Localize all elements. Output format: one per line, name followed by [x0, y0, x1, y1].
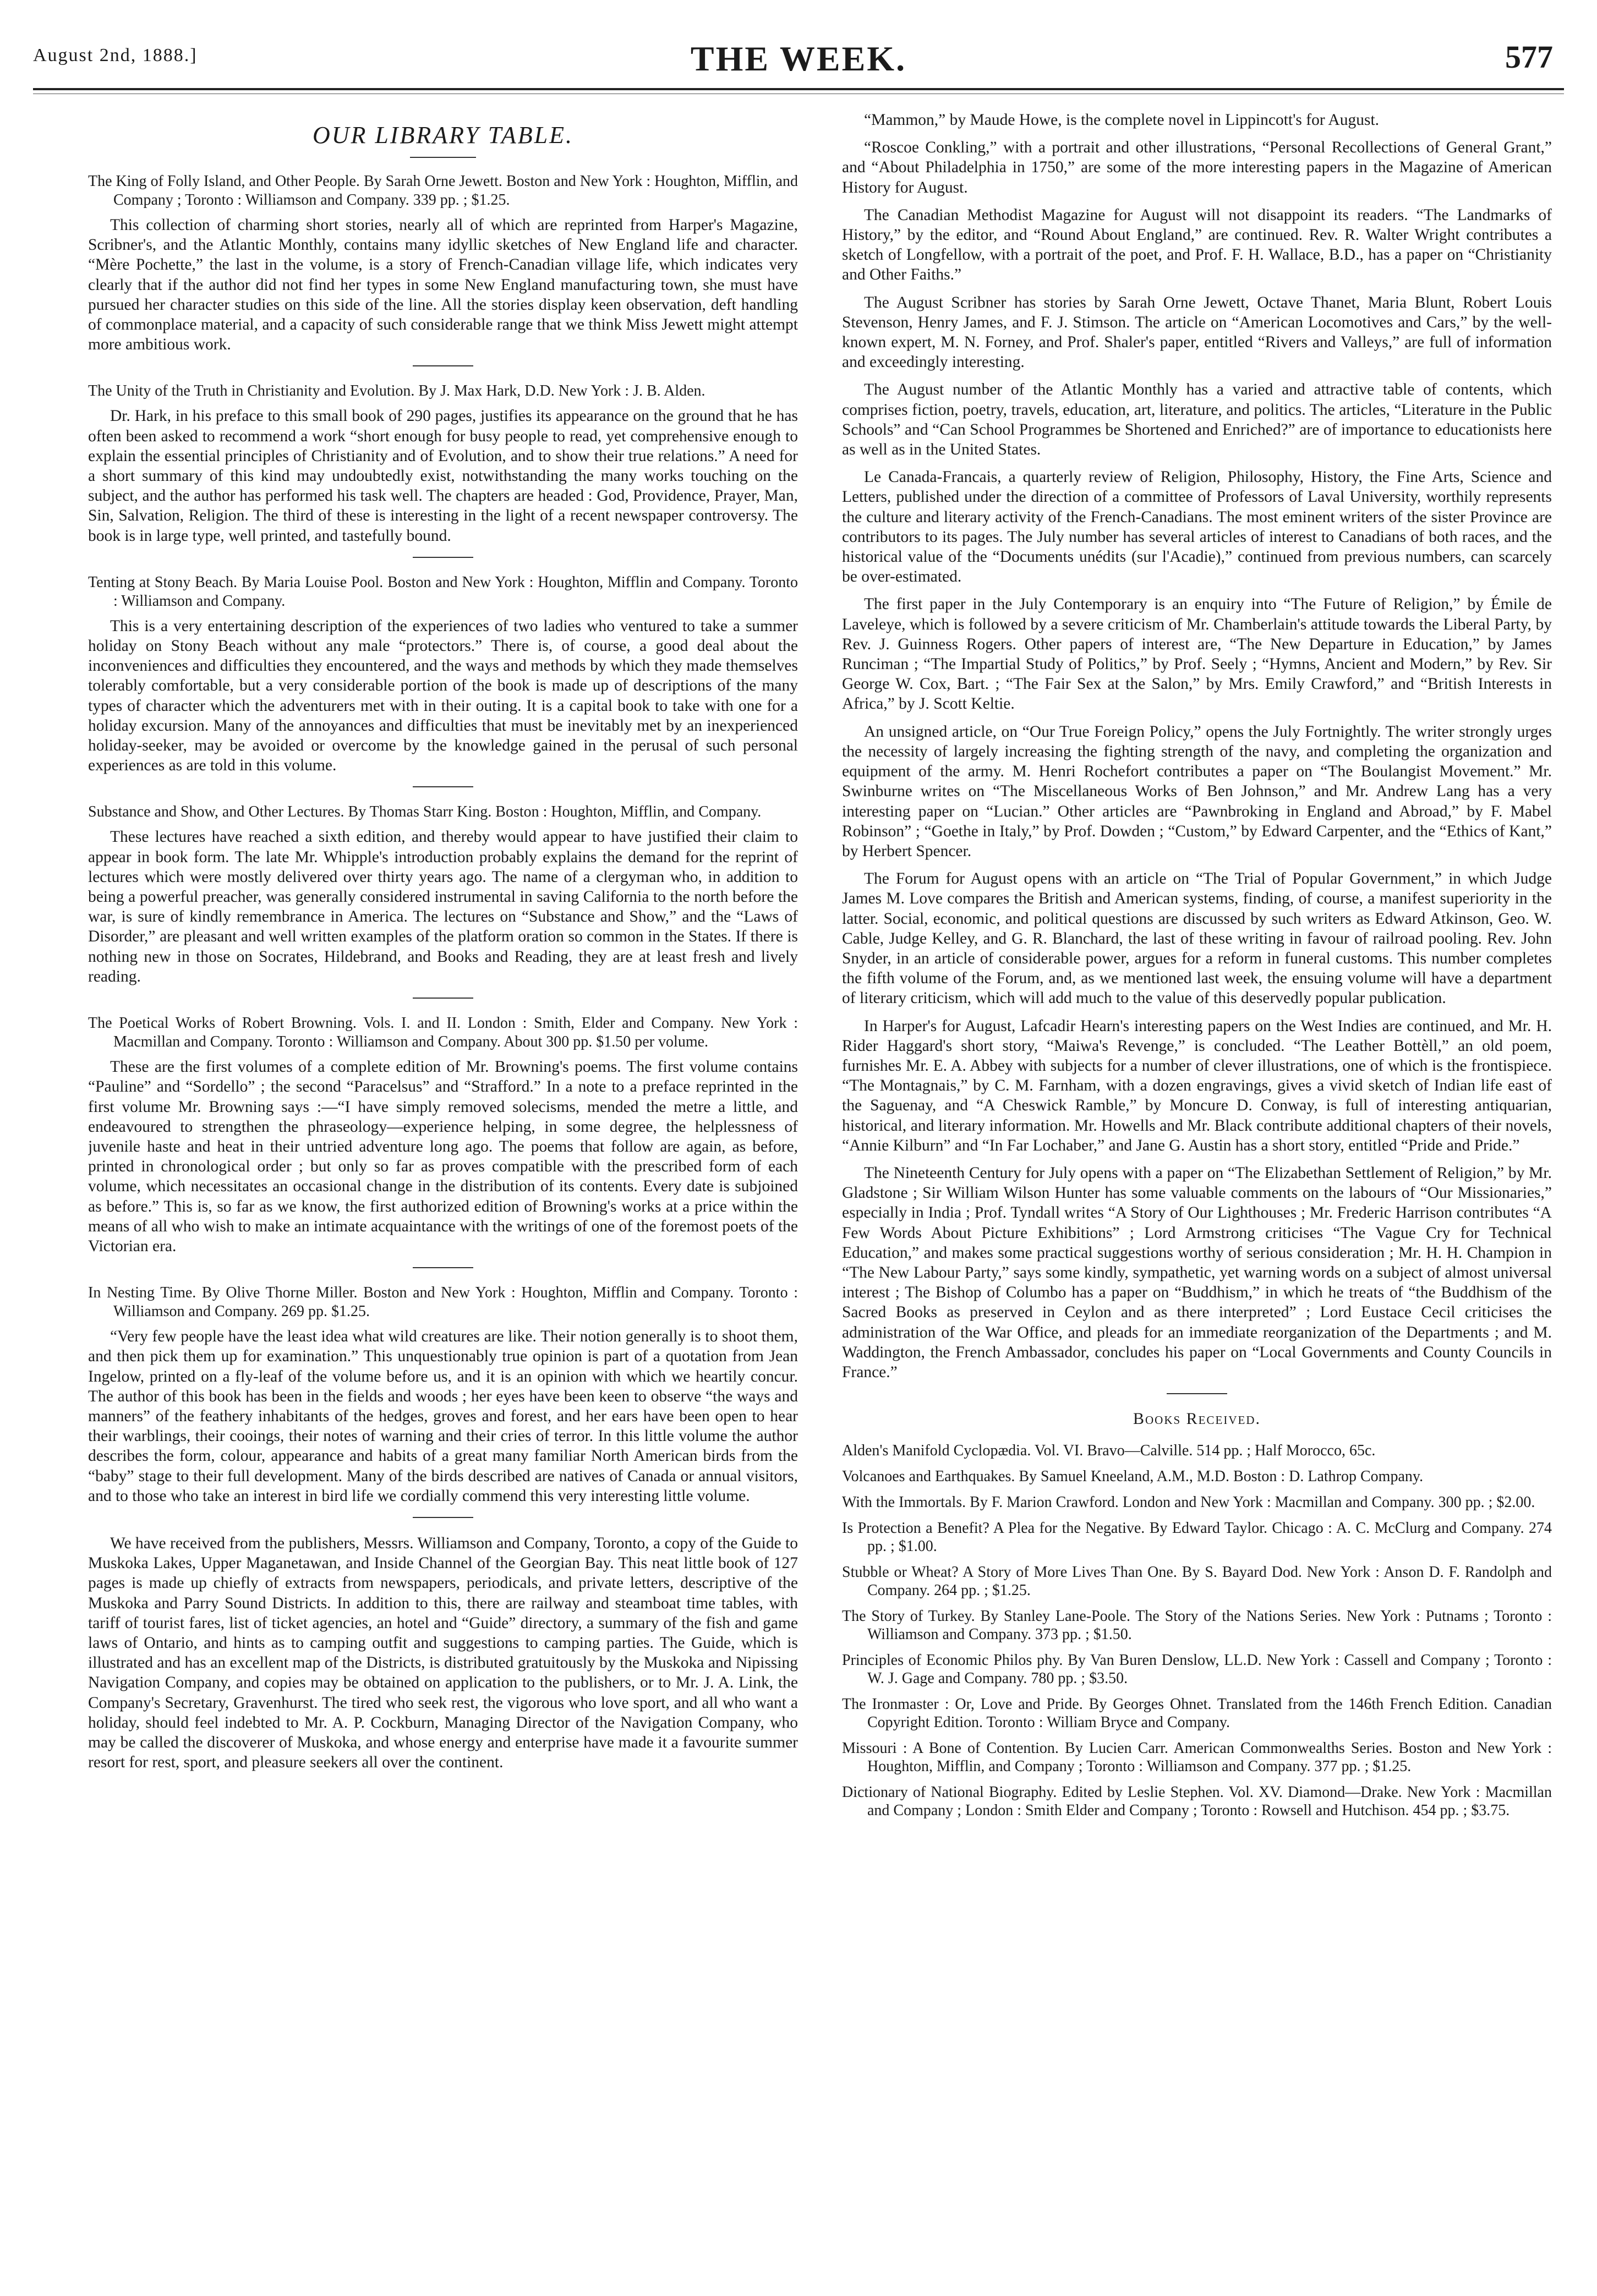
magazine-note: An unsigned article, on “Our True Foreign Policy,” opens the July Fortnightly. The writer strongly urges the necessity of largely increasing the fighting strength of the navy, and completing the organization and equipment of the army. M. Henri Rochefort contributes a paper on “The Boulangist Movement.” Mr. Swinburne writes on “The Miscellaneous Works of Ben Johnson,” and Mr. Andrew Lang has a very interesting paper on “Lucian.” Other articles are “Pawnbroking in England and Abroad,” by F. Mabel Robinson” ; “Goethe in Italy,” by Prof. Dowden ; “Custom,” by Edward Carpenter, and the “Ethics of Kant,” by Herbert Spencer.	[842, 722, 1552, 860]
right-column	[842, 110, 1552, 2272]
book-entry: The Ironmaster : Or, Love and Pride. By Georges Ohnet. Translated from the 146th French Edition. Canadian Copyright Edition. Toronto : William Bryce and Company.	[842, 1696, 1552, 1731]
divider	[413, 365, 473, 366]
review-heading: The King of Folly Island, and Other People. By Sarah Orne Jewett. Boston and New York : Houghton, Mifflin, and Company ; Toronto : Williamson and Company. 339 pp. ; $1.25.	[88, 173, 798, 209]
page-number: 577	[1505, 39, 1553, 75]
page-header	[0, 0, 1597, 88]
magazine-note: The first paper in the July Contemporary is an enquiry into “The Future of Religion,” by Émile de Laveleye, which is followed by a severe criticism of Mr. Chamberlain's attitude towards the Liberal Party, by Rev. J. Guinness Rogers. Other papers of interest are, “The New Departure in Education,” by James Runciman ; “The Impartial Study of Politics,” by Prof. Seely ; “Hymns, Ancient and Modern,” by Rev. Sir George W. Cox, Bart. ; “The Fair Sex at the Salon,” by Mrs. Emily Crawford,” and “British Interests in Africa,” by J. Scott Keltie.	[842, 595, 1552, 713]
review-body: These are the first volumes of a complete edition of Mr. Browning's poems. The first volume contains “Pauline” and “Sordello” ; the second “Paracelsus” and “Strafford.” In a note to a preface reprinted in the first volume Mr. Browning says :—“I have simply removed solecisms, mended the metre a little, and endeavoured to strengthen the phraseology—experience helping, in some degree, the helplessness of juvenile haste and heat in their untried adventure long ago. The poems that follow are again, as before, printed in chronological order ; but only so far as proves compatible with the prescribed form of each volume, which necessitates an occasional change in the distribution of its contents. Every date is subjoined as before.” This is, so far as we know, the first authorized edition of Browning's works at a price within the means of all who wish to make an intimate acquaintance with the writings of one of the foremost poets of the Victorian era.	[88, 1058, 798, 1255]
review-browning-poetical-works	[88, 1014, 798, 1256]
divider	[413, 1517, 473, 1518]
header-rule	[33, 88, 1564, 90]
magazine-note: The Canadian Methodist Magazine for August will not disappoint its readers. “The Landmarks of History,” by the editor, and “Round About England,” are continued. Rev. R. Walter Wright contributes a sketch of Longfellow, with a portrait of the poet, and Prof. F. H. Wallace, B.D., has a paper on “Christianity and Other Faiths.”	[842, 206, 1552, 284]
review-body: This collection of charming short stories, nearly all of which are reprinted from Harper's Magazine, Scribner's, and the Atlantic Monthly, contains many idyllic sketches of New England life and character. “Mère Pochette,” the last in the volume, is a story of French-Canadian village life, which indicates very clearly that if the author did not find her types in some New England manufacturing town, she must have pursued her character studies on this side of the line. All the stories display keen observation, deft handling of commonplace material, and a capacity of such considerable range that we think Miss Jewett might attempt more ambitious work.	[88, 216, 798, 354]
magazine-note: Le Canada-Francais, a quarterly review of Religion, Philosophy, History, the Fine Arts, Science and Letters, published under the direction of a committee of Professors of Laval University, worthily represents the culture and literary activity of the French-Canadians. The most eminent writers of the sister Province are contributors to its pages. The July number has several articles of interest to Canadians of both races, and the historical value of the “Documents unédits (sur l'Acadie),” continued from previous numbers, can scarcely be over-estimated.	[842, 468, 1552, 586]
review-body: This is a very entertaining description of the experiences of two ladies who ventured to take a summer holiday on Stony Beach without any male “protectors.” There is, of course, a good deal about the inconveniences and difficulties they encountered, and the ways and methods by which they made themselves tolerably comfortable, but a very considerable portion of the book is made up of descriptions of the many types of character which the adventurers met with in their outing. It is a capital book to take with one for a holiday excursion. Many of the annoyances and difficulties that must be inevitably met by an inexperienced holiday-seeker, may be avoided or overcome by the knowledge gained in the perusal of such personal experiences as are told in this volume.	[88, 617, 798, 775]
review-in-nesting-time	[88, 1284, 798, 1506]
book-entry: Stubble or Wheat? A Story of More Lives Than One. By S. Bayard Dod. New York : Anson D. F. Randolph and Company. 264 pp. ; $1.25.	[842, 1564, 1552, 1599]
issue-date: August 2nd, 1888.]	[33, 45, 198, 65]
book-entry: Is Protection a Benefit? A Plea for the Negative. By Edward Taylor. Chicago : A. C. McClurg and Company. 274 pp. ; $1.00.	[842, 1520, 1552, 1555]
magazine-note: The August Scribner has stories by Sarah Orne Jewett, Octave Thanet, Maria Blunt, Robert Louis Stevenson, Henry James, and F. J. Stimson. The article on “American Locomotives and Cars,” by the well-known expert, M. N. Forney, and Prof. Shaler's paper, entitled “Rivers and Valleys,” are full of information and exceedingly interesting.	[842, 293, 1552, 371]
magazine-note: The Nineteenth Century for July opens with a paper on “The Elizabethan Settlement of Religion,” by Mr. Gladstone ; Sir William Wilson Hunter has some valuable comments on the labours of “Our Missionaries,” especially in India ; Prof. Tyndall writes “A Story of Our Lighthouses ; Mr. Frederic Harrison contributes “A Few Words About Picture Exhibitions” ; Lord Armstrong criticises “The Vague Cry for Technical Education,” and makes some practical suggestions worthy of serious consideration ; Mr. H. H. Champion in “The New Labour Party,” says some kindly, sympathetic, yet warning words on a subject of almost universal interest ; The Bishop of Columbo has a paper on “Buddhism,” in which he treats of “the Buddhism of the Sacred Books as preserved in Ceylon and as there interpreted” ; Lord Eustace Cecil criticises the administration of the War Office, and pleads for an immediate reorganization of the Departments ; and M. Waddington, the French Ambassador, concludes his paper on “Local Governments and County Councils in France.”	[842, 1164, 1552, 1381]
divider	[413, 557, 473, 558]
magazine-note: The Forum for August opens with an article on “The Trial of Popular Government,” in which Judge James M. Love compares the British and American systems, finding, of course, a manifest superiority in the latter. Social, economic, and political questions are discussed by such writers as Edward Atkinson, Geo. W. Cable, Judge Kelley, and G. R. Blanchard, the last of these writing in favour of railroad pooling. Rev. John Snyder, in an article of considerable power, argues for a reform in funeral customs. This number completes the fifth volume of the Forum, and, as we mentioned last week, the ensuing volume will have a department of literary criticism, which will add much to the value of this deservedly popular publication.	[842, 870, 1552, 1007]
review-heading: The Unity of the Truth in Christianity and Evolution. By J. Max Hark, D.D. New York : J. B. Alden.	[88, 382, 705, 400]
book-entry: Alden's Manifold Cyclopædia. Vol. VI. Bravo—Calville. 514 pp. ; Half Morocco, 65c.	[842, 1442, 1376, 1460]
review-heading: In Nesting Time. By Olive Thorne Miller. Boston and New York : Houghton, Mifflin and Company. Toronto : Williamson and Company. 269 pp. $1.25.	[88, 1284, 798, 1320]
review-heading: The Poetical Works of Robert Browning. Vols. I. and II. London : Smith, Elder and Company. New York : Macmillan and Company. Toronto : Williamson and Company. About 300 pp. $1.50 per volume.	[88, 1015, 798, 1051]
book-entry: The Story of Turkey. By Stanley Lane-Poole. The Story of the Nations Series. New York : Putnams ; Toronto : Williamson and Company. 373 pp. ; $1.50.	[842, 1608, 1552, 1643]
review-unity-of-truth	[88, 382, 798, 545]
magazine-note: “Roscoe Conkling,” with a portrait and other illustrations, “Personal Recollections of General Grant,” and “About Philadelphia in 1750,” are some of the more interesting papers in the Magazine of American History for August.	[842, 139, 1552, 196]
muskoka-guide-paragraph: We have received from the publishers, Messrs. Williamson and Company, Toronto, a copy of the Guide to Muskoka Lakes, Upper Maganetawan, and Inside Channel of the Georgian Bay. This neat little book of 127 pages is made up chiefly of extracts from newspapers, periodicals, and private letters, descriptive of the Muskoka and Parry Sound Districts. In addition to this, there are railway and steamboat time tables, with tariff of tourist fares, list of ticket agencies, an hotel and “Guide” directory, a summary of the fish and game laws of Ontario, and hints as to camping outfit and suggestions to camping parties. The Guide, which is illustrated and has an excellent map of the Districts, is distributed gratuitously by the Muskoka and Nipissing Navigation Company, and copies may be obtained on application to the publishers, or to Mr. J. A. Link, the Company's Secretary, Gravenhurst. The tired who seek rest, the vigorous who love sport, and all who want a holiday, should feel indebted to Mr. A. P. Cockburn, Managing Director of the Navigation Company, who may be called the discoverer of Muskoka, and whose energy and enterprise have made it a favourite summer resort for rest, sport, and pleasure seekers all over the continent.	[88, 1534, 798, 1772]
book-entry: Volcanoes and Earthquakes. By Samuel Kneeland, A.M., M.D. Boston : D. Lathrop Company.	[842, 1468, 1424, 1486]
divider	[413, 786, 473, 787]
magazine-note: The August number of the Atlantic Monthly has a varied and attractive table of contents, which comprises fiction, poetry, travels, education, art, literature, and politics. The articles, “Literature in the Public Schools” and “Can School Programmes be Shortened and Enriched?” are of importance to educationists here as well as in the United States.	[842, 381, 1552, 459]
review-heading: Tenting at Stony Beach. By Maria Louise Pool. Boston and New York : Houghton, Mifflin and Company. Toronto : Williamson and Company.	[88, 573, 798, 610]
review-body: “Very few people have the least idea what wild creatures are like. Their notion generally is to shoot them, and then pick them up for examination.” This unquestionably true opinion is part of a quotation from Jean Ingelow, printed on a fly-leaf of the volume before us, and it is an opinion with which we heartily concur. The author of this book has been in the fields and woods ; her eyes have been keen to observe “the ways and manners” of the feathery inhabitants of the hedges, groves and forest, and her ears have been open to hear their warblings, their cooings, their notes of warning and their cries of terror. In this little volume the author describes the form, colour, appearance and habits of a great many familiar North American birds from the “baby” stage to their full development. Many of the birds described are natives of Canada or annual visitors, and to those who take an interest in bird life we cordially commend this very interesting little volume.	[88, 1328, 798, 1505]
review-king-of-folly-island	[88, 172, 798, 354]
books-received-title: Books Received.	[1133, 1410, 1261, 1428]
review-heading: Substance and Show, and Other Lectures. By Thomas Starr King. Boston : Houghton, Mifflin, and Company.	[88, 803, 762, 821]
divider	[1167, 1393, 1227, 1394]
left-column	[88, 110, 798, 2272]
divider	[413, 1267, 473, 1268]
review-body: Dr. Hark, in his preface to this small book of 290 pages, justifies its appearance on the ground that he has often been asked to recommend a work “short enough for busy people to read, yet comprehensive enough to explain the essential principles of Christianity and of Evolution, and to show their true relations.” A need for a short summary of this kind may undoubtedly exist, notwithstanding the many works touching on the subject, and the author has performed his task well. The chapters are headed : God, Providence, Prayer, Man, Sin, Salvation, Religion. The third of these is interesting in the light of a recent newspaper controversy. The book is in large type, well printed, and tastefully bound.	[88, 407, 798, 545]
review-tenting-at-stony-beach	[88, 573, 798, 776]
book-entry: With the Immortals. By F. Marion Crawford. London and New York : Macmillan and Company. 300 pp. ; $2.00.	[842, 1494, 1535, 1511]
divider	[413, 998, 473, 999]
review-body: These lectures have reached a sixth edition, and thereby would appear to have justified their claim to appear in book form. The late Mr. Whipple's introduction probably explains the demand for the reprint of lectures which were mostly delivered over thirty years ago. The name of a clergyman who, in addition to being a powerful preacher, was generally considered instrumental in saving California to the north before the war, is sure of kindly remembrance in America. The lectures on “Substance and Show,” and the “Laws of Disorder,” are pleasant and well written examples of the platform oration so common in the States. If there is nothing new in those on Socrates, Hildebrand, and Books and Reading, they are at least fresh and lively reading.	[88, 828, 798, 985]
masthead-title: THE WEEK.	[690, 39, 907, 78]
book-entry: Dictionary of National Biography. Edited by Leslie Stephen. Vol. XV. Diamond—Drake. New York : Macmillan and Company ; London : Smith Elder and Company ; Toronto : Rowsell and Hutchison. 454 pp. ; $3.75.	[842, 1784, 1552, 1820]
magazine-note: “Mammon,” by Maude Howe, is the complete novel in Lippincott's for August.	[864, 111, 1380, 129]
magazine-note: In Harper's for August, Lafcadir Hearn's interesting papers on the West Indies are continued, and Mr. H. Rider Haggard's short story, “Maiwa's Revenge,” is concluded. “The Leather Bottèll,” an old poem, furnishes Mr. E. A. Abbey with subjects for a number of clever illustrations, one of which is the frontispiece. “The Montagnais,” by C. M. Farnham, with a dozen engravings, gives a vivid sketch of Indian life east of the Saguenay, and “A Cheswick Ramble,” by Moncure D. Conway, is full of interesting antiquarian, historical, and literary information. Mr. Howells and Mr. Black contribute additional chapters of their novels, “Annie Kilburn” and “In Far Lochaber,” and Jane G. Austin has a short story, entitled “Pride and Pride.”	[842, 1017, 1552, 1154]
section-title: OUR LIBRARY TABLE.	[312, 122, 574, 149]
book-entry: Principles of Economic Philos phy. By Van Buren Denslow, LL.D. New York : Cassell and Company ; Toronto : W. J. Gage and Company. 780 pp. ; $3.50.	[842, 1652, 1552, 1687]
section-rule	[410, 157, 476, 158]
book-entry: Missouri : A Bone of Contention. By Lucien Carr. American Commonwealths Series. Boston and New York : Houghton, Mifflin, and Company ; Toronto : Williamson and Company. 377 pp. ; $1.25.	[842, 1740, 1552, 1776]
review-substance-and-show	[88, 803, 798, 987]
